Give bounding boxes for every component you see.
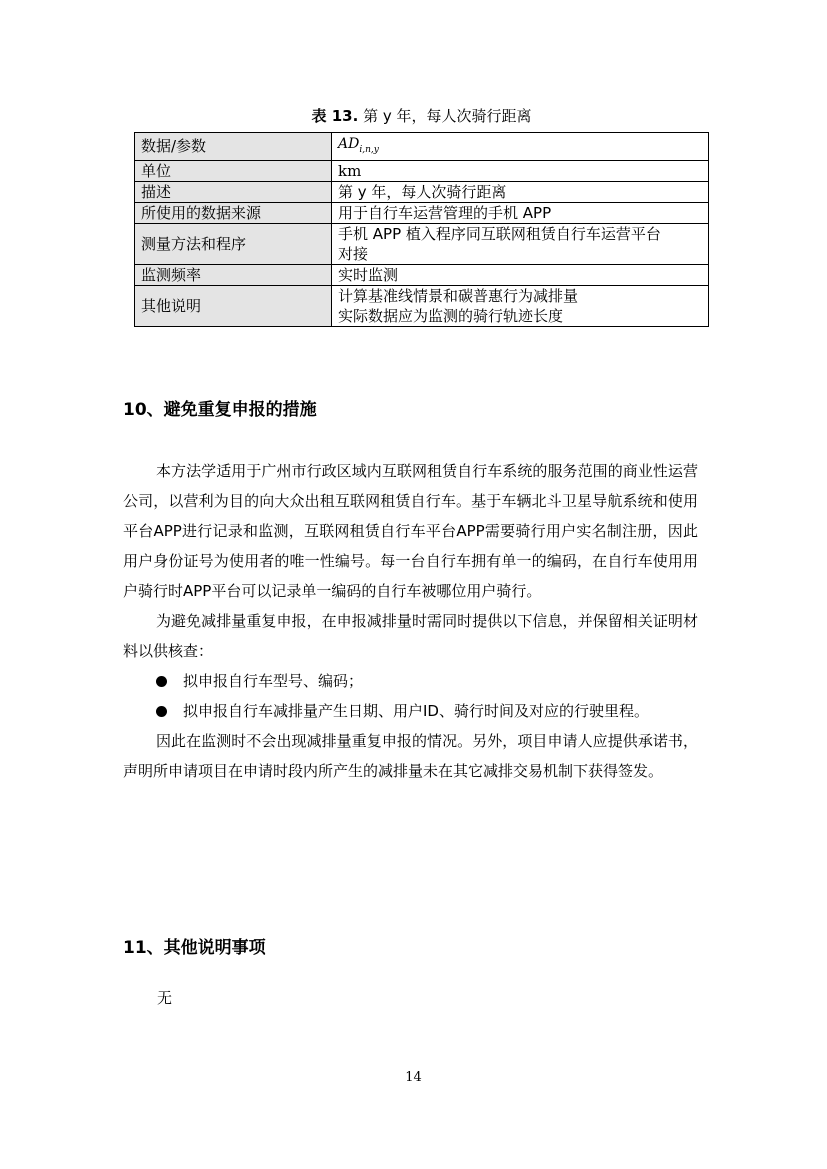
parameter-symbol [338, 136, 379, 155]
parameter-symbol-subscript: i,n,y [359, 144, 379, 155]
table-value-cell [332, 285, 709, 326]
table-value-cell [332, 133, 709, 161]
table-key-cell: 单位 [135, 160, 332, 181]
paragraph: 因此在监测时不会出现减排量重复申报的情况。另外，项目申请人应提供承诺书，声明所申请项目在申请时段内所产生的减排量未在其它减排交易机制下获得签发。 [123, 732, 698, 780]
table-value-cell: 第 y 年，每人次骑行距离 [332, 181, 709, 202]
bullet-text: 拟申报自行车型号、编码； [183, 672, 364, 690]
table-value-line: 实际数据应为监测的骑行轨迹长度 [338, 306, 564, 325]
table-row [135, 202, 709, 223]
bullet-text: 拟申报自行车减排量产生日期、用户ID、骑行时间及对应的行驶里程。 [183, 702, 649, 720]
bullet-icon [156, 706, 167, 717]
table-row [135, 264, 709, 285]
table-key-cell: 所使用的数据来源 [135, 202, 332, 223]
section-11-text: 无 [157, 989, 173, 1007]
table-key-cell: 描述 [135, 181, 332, 202]
section-11-heading: 11、其他说明事项 [123, 938, 266, 958]
table-value-line: 对接 [338, 244, 369, 263]
table-value-cell: 用于自行车运营管理的手机 APP [332, 202, 709, 223]
section-10-heading: 10、避免重复申报的措施 [123, 400, 317, 420]
table-caption-number: 表 13. [311, 107, 359, 125]
table-row [135, 285, 709, 326]
bullet-item [123, 666, 698, 696]
table-key-cell: 测量方法和程序 [135, 223, 332, 264]
page-number: 14 [405, 1070, 422, 1085]
table-key-cell: 监测频率 [135, 264, 332, 285]
parameter-symbol-base: AD [338, 136, 360, 152]
section-10-body [123, 456, 698, 786]
table-row [135, 133, 709, 161]
table-value-line: 手机 APP 植入程序同互联网租赁自行车运营平台 [338, 224, 661, 243]
paragraph: 本方法学适用于广州市行政区域内互联网租赁自行车系统的服务范围的商业性运营公司，以营利为目的向大众出租互联网租赁自行车。基于车辆北斗卫星导航系统和使用平台APP进行记录和监测，互联网租赁自行车平台APP需要骑行用户实名制注册，因此用户身份证号为使用者的唯一性编号。每一台自行车拥有单一的编码，在自行车使用用户骑行时APP平台可以记录单一编码的自行车被哪位用户骑行。 [123, 462, 698, 600]
table-key-cell: 数据/参数 [135, 133, 332, 161]
bullet-item [123, 696, 698, 726]
table-value-cell: 实时监测 [332, 264, 709, 285]
bullet-icon [156, 676, 167, 687]
table-key-cell: 其他说明 [135, 285, 332, 326]
table-row [135, 181, 709, 202]
table-caption-title: 第 y 年，每人次骑行距离 [358, 107, 532, 125]
table-row [135, 223, 709, 264]
table-value-cell: km [332, 160, 709, 181]
table-value-line: 计算基准线情景和碳普惠行为减排量 [338, 286, 579, 305]
table-value-cell [332, 223, 709, 264]
table-row [135, 160, 709, 181]
table-caption [134, 106, 709, 126]
paragraph: 为避免减排量重复申报，在申报减排量时需同时提供以下信息，并保留相关证明材料以供核查： [123, 612, 698, 660]
parameter-table [134, 132, 709, 327]
